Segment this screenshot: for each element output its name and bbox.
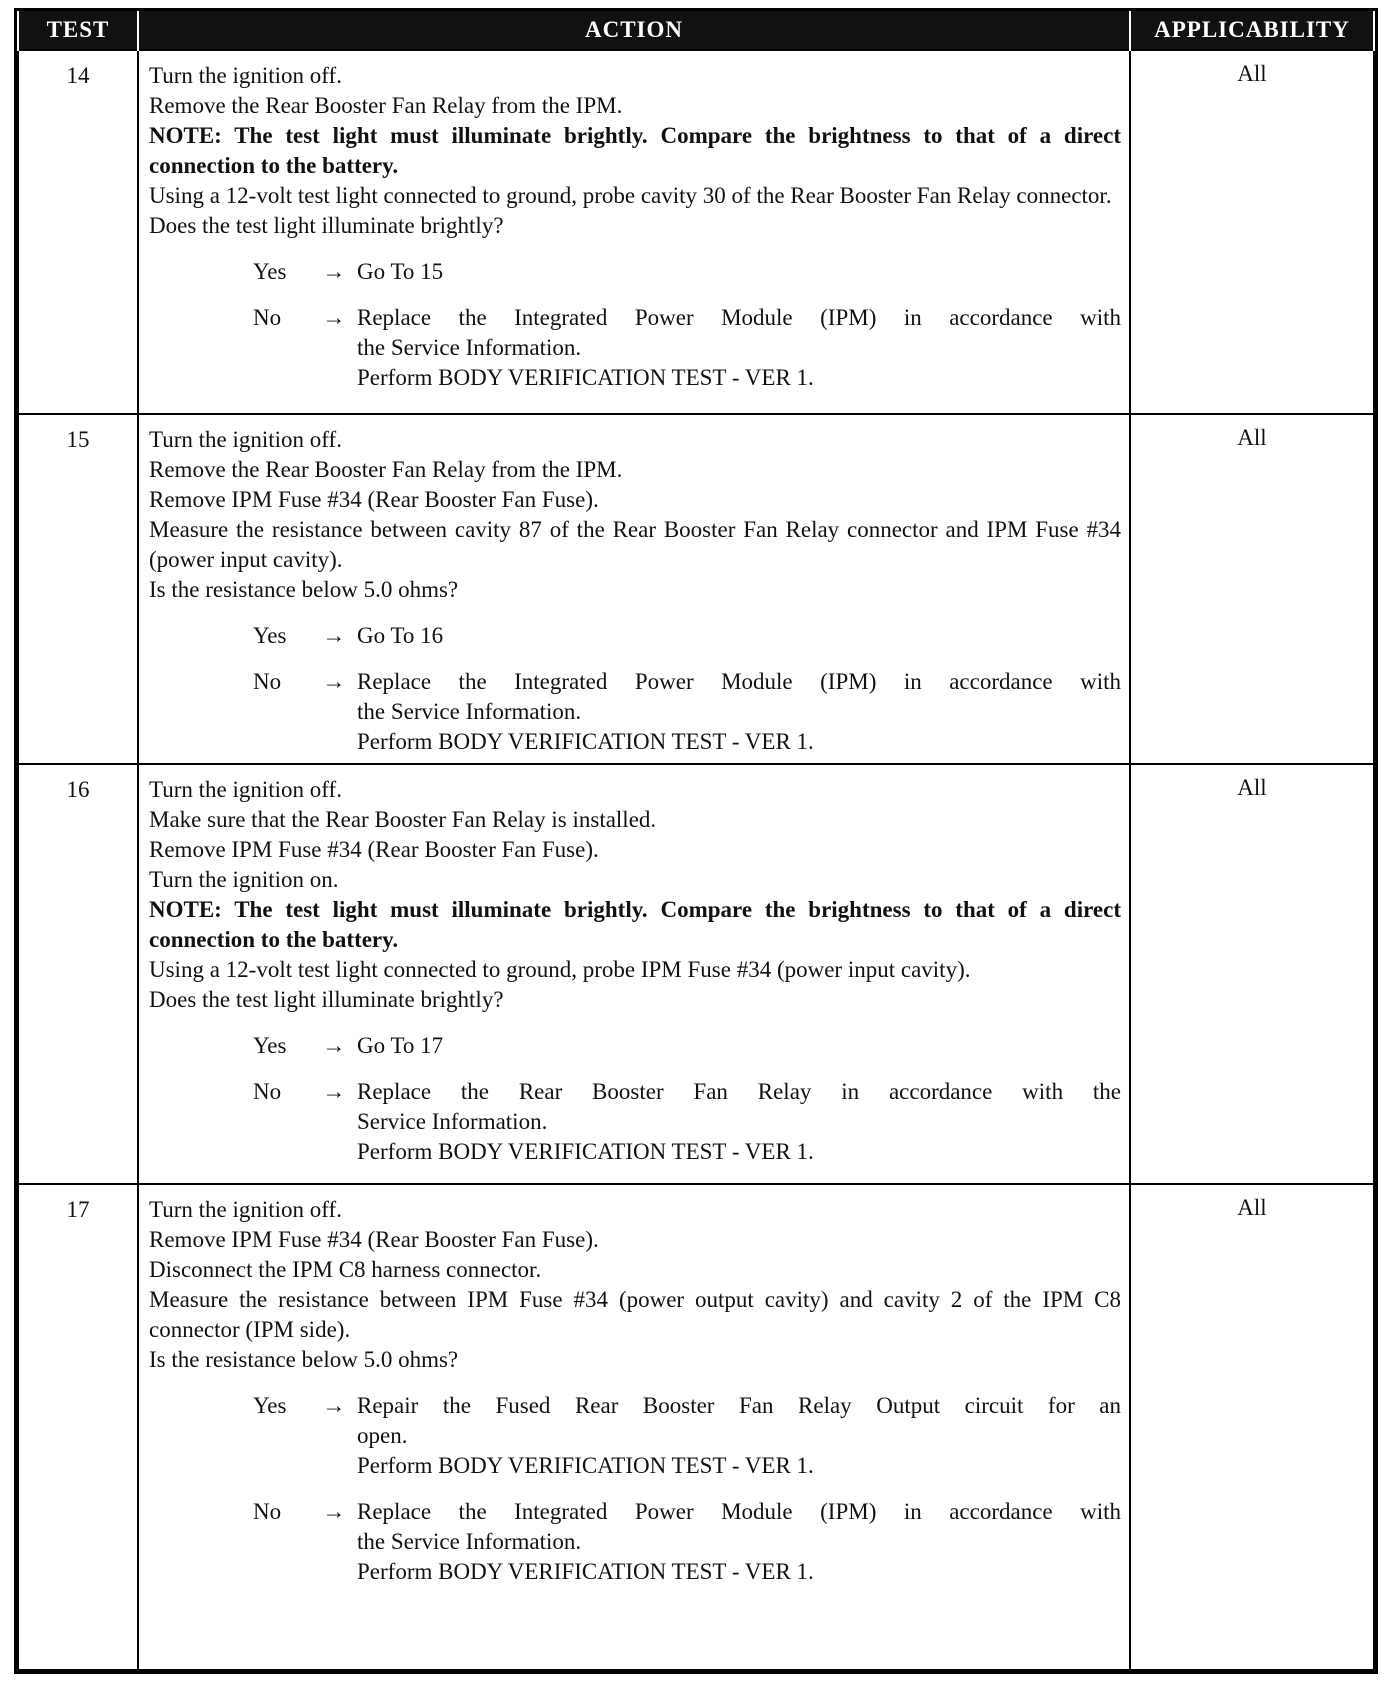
no-label: No [253, 1499, 282, 1524]
arrow-icon: → [322, 669, 346, 694]
no-result [357, 303, 1121, 393]
step-text: Using a 12-volt test light connected to ground, probe IPM Fuse #34 (power input cavity). [149, 957, 971, 982]
yes-label: Yes [253, 623, 287, 648]
step-text: Remove IPM Fuse #34 (Rear Booster Fan Fuse). [149, 487, 599, 512]
yes-result [357, 1391, 1121, 1481]
yes-label: Yes [253, 1393, 287, 1418]
verification-line: Perform BODY VERIFICATION TEST - VER 1. [357, 365, 814, 390]
yes-label: Yes [253, 1033, 287, 1058]
action-cell [138, 414, 1130, 764]
test-row-16 [18, 764, 1374, 1184]
result-line: the Service Information. [357, 335, 582, 360]
header-row [18, 11, 1374, 50]
applicability-cell: All [1130, 764, 1374, 1184]
result-line: Replace the Integrated Power Module (IPM) in accordance with [357, 669, 1121, 694]
test-table [17, 11, 1375, 1671]
yes-outcome [253, 1031, 1121, 1061]
yes-outcome [253, 257, 1121, 287]
step-text: Remove the Rear Booster Fan Relay from the IPM. [149, 457, 623, 482]
header-action: ACTION [138, 11, 1130, 50]
yes-outcome [253, 621, 1121, 651]
applicability-cell: All [1130, 414, 1374, 764]
arrow-icon: → [322, 1499, 346, 1524]
question-text: Does the test light illuminate brightly? [149, 213, 504, 238]
verification-line: Perform BODY VERIFICATION TEST - VER 1. [357, 1559, 814, 1584]
applicability-cell: All [1130, 50, 1374, 414]
test-number: 16 [18, 764, 138, 1184]
arrow-icon: → [322, 1079, 346, 1104]
step-text: Make sure that the Rear Booster Fan Relay is installed. [149, 807, 657, 832]
action-cell [138, 1184, 1130, 1670]
step-text: Remove IPM Fuse #34 (Rear Booster Fan Fuse). [149, 837, 599, 862]
arrow-icon: → [322, 305, 346, 330]
action-cell [138, 50, 1130, 414]
no-outcome [253, 1077, 1121, 1167]
no-label: No [253, 1079, 282, 1104]
no-outcome [253, 667, 1121, 757]
result-line: Service Information. [357, 1109, 548, 1134]
question-text: Is the resistance below 5.0 ohms? [149, 577, 459, 602]
no-outcome [253, 303, 1121, 393]
no-label: No [253, 305, 282, 330]
step-text: Disconnect the IPM C8 harness connector. [149, 1257, 542, 1282]
step-text: Turn the ignition on. [149, 867, 339, 892]
question-text: Is the resistance below 5.0 ohms? [149, 1347, 459, 1372]
no-result [357, 1077, 1121, 1167]
no-outcome [253, 1497, 1121, 1587]
arrow-icon: → [322, 623, 346, 648]
yes-outcome [253, 1391, 1121, 1481]
arrow-icon: → [322, 1393, 346, 1418]
arrow-icon: → [322, 259, 346, 284]
no-result [357, 1497, 1121, 1587]
action-cell [138, 764, 1130, 1184]
step-text: Remove the Rear Booster Fan Relay from the IPM. [149, 93, 623, 118]
step-text: Turn the ignition off. [149, 1197, 342, 1222]
yes-result: Go To 17 [357, 1033, 444, 1058]
header-applicability: APPLICABILITY [1130, 11, 1374, 50]
result-line: Replace the Rear Booster Fan Relay in accordance with the [357, 1079, 1121, 1104]
step-text: Remove IPM Fuse #34 (Rear Booster Fan Fuse). [149, 1227, 599, 1252]
step-text: Turn the ignition off. [149, 427, 342, 452]
verification-line: Perform BODY VERIFICATION TEST - VER 1. [357, 729, 814, 754]
step-text: Measure the resistance between IPM Fuse #34 (power output cavity) and cavity 2 of the IPM C8 connector (IPM side). [149, 1287, 1121, 1342]
yes-result: Go To 15 [357, 259, 444, 284]
result-line: the Service Information. [357, 1529, 582, 1554]
result-line: Replace the Integrated Power Module (IPM) in accordance with [357, 1499, 1121, 1524]
header-test: TEST [18, 11, 138, 50]
yes-result: Go To 16 [357, 623, 444, 648]
result-line: open. [357, 1423, 408, 1448]
result-line: the Service Information. [357, 699, 582, 724]
arrow-icon: → [322, 1033, 346, 1058]
verification-line: Perform BODY VERIFICATION TEST - VER 1. [357, 1139, 814, 1164]
no-label: No [253, 669, 282, 694]
step-text: Turn the ignition off. [149, 63, 342, 88]
step-text: Measure the resistance between cavity 87 of the Rear Booster Fan Relay connector and IPM Fuse #34 (power input cavity). [149, 517, 1121, 572]
note-text: NOTE: The test light must illuminate brightly. Compare the brightness to that of a direct connection to the battery. [149, 897, 1121, 952]
result-line: Repair the Fused Rear Booster Fan Relay Output circuit for an [357, 1393, 1121, 1418]
diagnostic-test-table [14, 8, 1378, 1674]
test-number: 14 [18, 50, 138, 414]
test-row-15 [18, 414, 1374, 764]
test-row-14 [18, 50, 1374, 414]
result-line: Replace the Integrated Power Module (IPM) in accordance with [357, 305, 1121, 330]
note-text: NOTE: The test light must illuminate brightly. Compare the brightness to that of a direct connection to the battery. [149, 123, 1121, 178]
verification-line: Perform BODY VERIFICATION TEST - VER 1. [357, 1453, 814, 1478]
step-text: Using a 12-volt test light connected to ground, probe cavity 30 of the Rear Booster Fan Relay connector. [149, 183, 1112, 208]
question-text: Does the test light illuminate brightly? [149, 987, 504, 1012]
test-number: 17 [18, 1184, 138, 1670]
yes-label: Yes [253, 259, 287, 284]
applicability-cell: All [1130, 1184, 1374, 1670]
test-number: 15 [18, 414, 138, 764]
no-result [357, 667, 1121, 757]
test-row-17 [18, 1184, 1374, 1670]
step-text: Turn the ignition off. [149, 777, 342, 802]
